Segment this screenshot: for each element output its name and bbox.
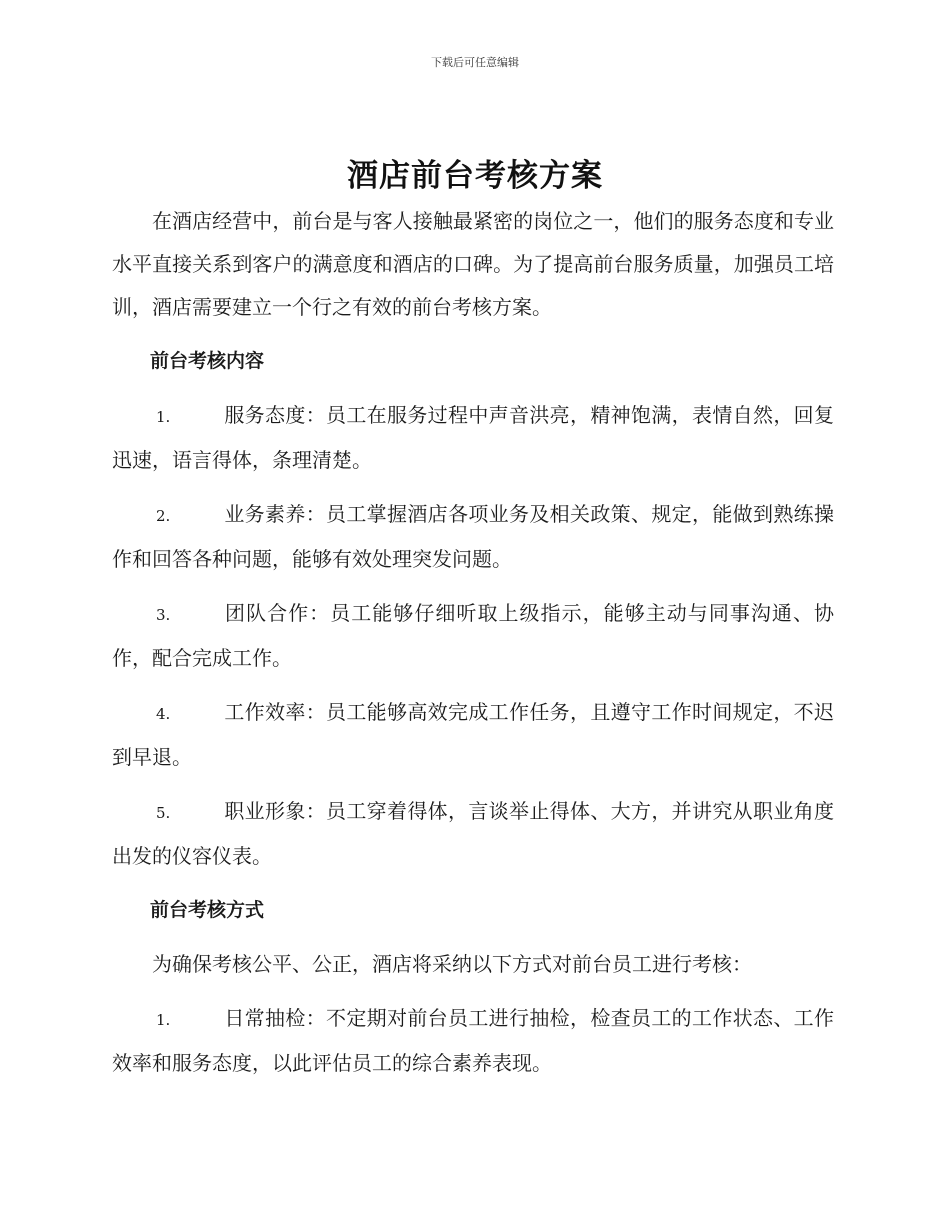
section-heading-method: 前台考核方式 (150, 899, 265, 921)
list-item (112, 790, 834, 878)
list-item (112, 493, 834, 581)
intro-paragraph: 在酒店经营中，前台是与客人接触最紧密的岗位之一，他们的服务态度和专业水平直接关系到客户的满意度和酒店的口碑。为了提高前台服务质量，加强员工培训，酒店需要建立一个行之有效的前台考核方案。 (112, 209, 834, 319)
section-heading-content: 前台考核内容 (150, 350, 265, 372)
list-item (112, 592, 834, 680)
list-item-text: 工作效率：员工能够高效完成工作任务，且遵守工作时间规定，不迟到早退。 (112, 700, 834, 769)
list-item-number: 4. (156, 705, 171, 723)
list-item-number: 2. (156, 507, 171, 525)
list-item (112, 394, 834, 482)
list-item-text: 业务素养：员工掌握酒店各项业务及相关政策、规定，能做到熟练操作和回答各种问题，能够有效处理突发问题。 (112, 502, 834, 571)
list-item-number: 5. (156, 804, 171, 822)
list-item-text: 日常抽检：不定期对前台员工进行抽检，检查员工的工作状态、工作效率和服务态度，以此评估员工的综合素养表现。 (112, 1006, 834, 1075)
header-note: 下载后可任意编辑 (431, 56, 519, 69)
list-item-number: 3. (156, 606, 171, 624)
list-item-text: 团队合作：员工能够仔细听取上级指示，能够主动与同事沟通、协作，配合完成工作。 (112, 601, 834, 670)
list-item-text: 职业形象：员工穿着得体，言谈举止得体、大方，并讲究从职业角度出发的仪容仪表。 (112, 799, 834, 868)
list-item-number: 1. (156, 408, 171, 426)
list-item (112, 691, 834, 779)
list-item-number: 1. (156, 1011, 171, 1029)
list-item-text: 服务态度：员工在服务过程中声音洪亮，精神饱满，表情自然，回复迅速，语言得体，条理清楚。 (112, 403, 834, 472)
document-body (112, 200, 834, 1085)
document-title: 酒店前台考核方案 (347, 158, 603, 194)
section-intro-paragraph: 为确保考核公平、公正，酒店将采纳以下方式对前台员工进行考核： (152, 952, 752, 976)
list-item (112, 997, 834, 1085)
